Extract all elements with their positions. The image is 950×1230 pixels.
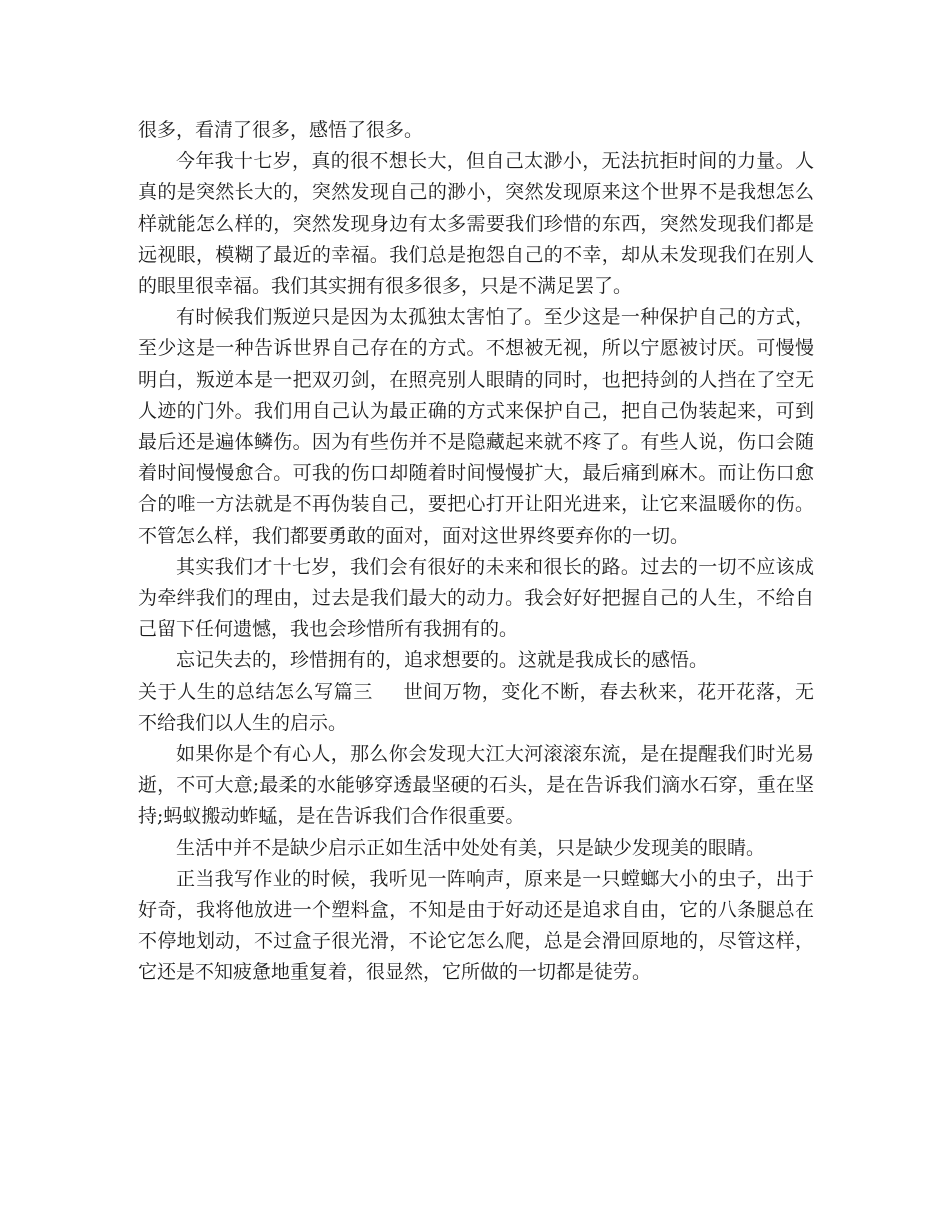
section-heading-line: [138, 677, 814, 739]
section-heading: 关于人生的总结怎么写篇三: [138, 680, 373, 703]
paragraph: 很多，看清了很多，感悟了很多。: [138, 119, 424, 141]
paragraph: 生活中并不是缺少启示正如生活中处处有美，只是缺少发现美的眼睛。: [176, 836, 766, 859]
paragraph: 正当我写作业的时候，我听见一阵响声，原来是一只螳螂大小的虫子，出于好奇，我将他放进一个塑料盒，不知是由于好动还是追求自由，它的八条腿总在不停地划动，不过盒子很光滑，不论它怎么爬，总是会滑回原地的，尽管这样，它还是不知疲惫地重复着，很显然，它所做的一切都是徒劳。: [138, 867, 814, 984]
document-body: [138, 115, 814, 989]
paragraph: 今年我十七岁，真的很不想长大，但自己太渺小，无法抗拒时间的力量。人真的是突然长大的，突然发现自己的渺小，突然发现原来这个世界不是我想怎么样就能怎么样的，突然发现身边有太多需要我们珍惜的东西，突然发现我们都是远视眼，模糊了最近的幸福。我们总是抱怨自己的不幸，却从未发现我们在别人的眼里很幸福。我们其实拥有很多很多，只是不满足罢了。: [138, 150, 814, 298]
section-lead: 世间万物，变化不断，春去秋来，花开花落，无不给我们以人生的启示。: [138, 680, 814, 734]
paragraph: 忘记失去的，珍惜拥有的，追求想要的。这就是我成长的感悟。: [176, 649, 709, 672]
paragraph: 有时候我们叛逆只是因为太孤独太害怕了。至少这是一种保护自己的方式，至少这是一种告诉世界自己存在的方式。不想被无视，所以宁愿被讨厌。可慢慢明白，叛逆本是一把双刃剑，在照亮别人眼睛的同时，也把持剑的人挡在了空无人迹的门外。我们用自己认为最正确的方式来保护自己，把自己伪装起来，可到最后还是遍体鳞伤。因为有些伤并不是隐藏起来就不疼了。有些人说，伤口会随着时间慢慢愈合。可我的伤口却随着时间慢慢扩大，最后痛到麻木。而让伤口愈合的唯一方法就是不再伪装自己，要把心打开让阳光进来，让它来温暖你的伤。不管怎么样，我们都要勇敢的面对，面对这世界终要弃你的一切。: [138, 306, 814, 547]
paragraph: 其实我们才十七岁，我们会有很好的未来和很长的路。过去的一切不应该成为牵绊我们的理由，过去是我们最大的动力。我会好好把握自己的人生，不给自己留下任何遗憾，我也会珍惜所有我拥有的。: [138, 555, 814, 641]
paragraph: 如果你是个有心人，那么你会发现大江大河滚滚东流，是在提醒我们时光易逝，不可大意;最柔的水能够穿透最坚硬的石头，是在告诉我们滴水石穿，重在坚持;蚂蚁搬动蚱蜢，是在告诉我们合作很重要。: [138, 743, 814, 828]
